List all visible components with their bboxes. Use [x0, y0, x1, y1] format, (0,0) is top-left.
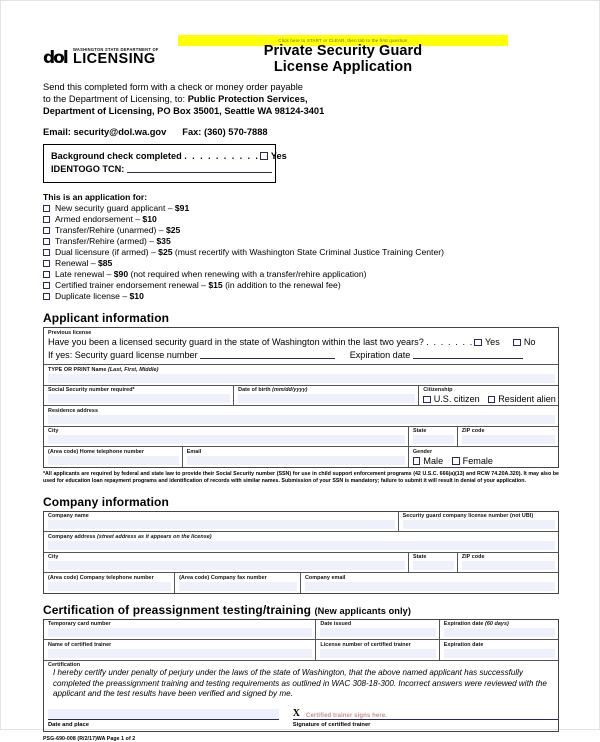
form-number-footer: PSG-690-008 (R/2/17)WA Page 1 of 2 [43, 735, 136, 742]
applicant-email-input[interactable] [187, 456, 405, 465]
company-email-input[interactable] [305, 582, 555, 591]
identogo-tcn-input[interactable] [127, 163, 272, 173]
applicant-name-input[interactable] [48, 374, 555, 383]
option-late-renewal-checkbox[interactable] [43, 271, 50, 278]
identogo-tcn-label: IDENTOGO TCN: [51, 163, 125, 174]
resident-alien-checkbox[interactable] [488, 396, 496, 404]
email-value: security@dol.wa.gov [73, 126, 167, 137]
citizenship-options [423, 393, 558, 404]
option-armed-endorsement-checkbox[interactable] [43, 216, 50, 223]
company-city-label: City [48, 554, 59, 561]
identogo-tcn-row [51, 163, 268, 176]
option-transfer-armed[interactable] [43, 236, 559, 247]
background-check-yes-label: Yes [270, 150, 287, 161]
company-phone-fax-email-row [44, 573, 558, 593]
city-input[interactable] [48, 435, 405, 444]
option-renewal[interactable] [43, 258, 559, 269]
company-address-label: Company address (street address as it appears on the license) [48, 533, 212, 540]
dol-logo-supertext: WASHINGTON STATE DEPARTMENT OF [73, 47, 159, 52]
form-sheet [43, 31, 559, 742]
instruction-line-2-plain: to the Department of Licensing, to: [43, 94, 188, 105]
temporary-card-label: Temporary card number [48, 621, 111, 628]
temp-expiration-input[interactable] [444, 628, 555, 637]
email-label: Email: [43, 126, 71, 137]
previous-license-row [44, 328, 558, 365]
ssn-input[interactable] [48, 394, 230, 403]
previous-license-no-checkbox[interactable] [513, 339, 521, 347]
trainer-expiration-label: Expiration date [443, 641, 484, 648]
option-dual-licensure[interactable] [43, 247, 559, 258]
residence-address-label: Residence address [48, 407, 98, 414]
date-and-place-input[interactable] [48, 709, 279, 719]
company-address-row [44, 532, 558, 553]
company-zip-label: ZIP code [461, 554, 485, 561]
dol-logo [43, 45, 168, 71]
instruction-line-3: Department of Licensing, PO Box 35001, Seattle WA 98124-3401 [43, 106, 325, 117]
option-renewal-checkbox[interactable] [43, 260, 50, 267]
residence-address-input[interactable] [48, 415, 555, 424]
company-phone-label: (Area code) Company telephone number [48, 574, 154, 581]
previous-license-expiration-input[interactable] [413, 349, 523, 359]
citizenship-label: Citizenship [423, 387, 453, 394]
option-dual-licensure-fee: $25 [158, 246, 173, 257]
city-label: City [48, 428, 59, 435]
ifyes-license-number-input[interactable] [200, 349, 335, 359]
company-license-number-label: Security guard company license number (not UBI) [402, 513, 534, 520]
preassignment-table [43, 619, 559, 732]
trainer-license-input[interactable] [320, 649, 435, 658]
signature-x-icon: X [292, 708, 301, 720]
gender-female-label: Female [462, 455, 493, 466]
temp-expiration-label: Expiration date (60 days) [443, 621, 509, 628]
option-transfer-unarmed-text: Transfer/Rehire (unarmed) – [55, 224, 166, 235]
page-title-line1: Private Security Guard [263, 43, 423, 59]
company-license-number-input[interactable] [403, 520, 555, 529]
form-header [43, 31, 559, 79]
application-for-options [43, 203, 559, 303]
company-city-input[interactable] [48, 561, 405, 570]
trainer-name-input[interactable] [48, 649, 312, 658]
trainer-expiration-input[interactable] [444, 649, 555, 658]
option-transfer-unarmed-checkbox[interactable] [43, 227, 50, 234]
gender-female-checkbox[interactable] [452, 457, 460, 465]
option-trainer-endorsement-renewal-text: Certified trainer endorsement renewal – [55, 280, 209, 291]
option-trainer-endorsement-renewal-note: (in addition to the renewal fee) [222, 280, 341, 291]
option-new-applicant-checkbox[interactable] [43, 205, 50, 212]
company-state-input[interactable] [413, 561, 454, 570]
instruction-line-1: Send this completed form with a check or money order payable [43, 82, 303, 92]
signature-label: Signature of certified trainer [292, 721, 371, 728]
instruction-line-2-bold: Public Protection Services, [187, 94, 308, 105]
company-name-input[interactable] [48, 520, 395, 529]
gender-male-checkbox[interactable] [413, 457, 421, 465]
company-name-label: Company name [48, 513, 89, 520]
us-citizen-checkbox[interactable] [423, 396, 431, 404]
dol-logo-wordmark: LICENSING [73, 51, 156, 67]
company-information-heading: Company information [43, 494, 169, 509]
company-name-row [44, 512, 558, 533]
option-new-applicant-text: New security guard applicant – [55, 202, 175, 213]
option-duplicate-license-text: Duplicate license – [55, 291, 130, 302]
option-late-renewal-text: Late renewal – [55, 269, 114, 280]
company-email-label: Company email [304, 574, 346, 581]
background-check-dots: . . . . . . . . . . [184, 150, 260, 161]
option-armed-endorsement-text: Armed endorsement – [55, 213, 143, 224]
certified-trainer-row [44, 640, 558, 661]
option-transfer-armed-checkbox[interactable] [43, 238, 50, 245]
dob-input[interactable] [238, 394, 415, 403]
company-fax-label: (Area code) Company fax number [179, 574, 267, 581]
applicant-information-heading: Applicant information [43, 311, 170, 326]
mailing-instructions [43, 81, 559, 118]
contact-line [43, 127, 559, 137]
company-fax-input[interactable] [179, 582, 297, 591]
previous-license-question: Have you been a licensed security guard in the state of Washington within the last two years? [48, 337, 424, 348]
applicant-name-row [44, 365, 558, 386]
applicant-information-table [43, 327, 559, 468]
date-issued-input[interactable] [320, 628, 435, 637]
option-duplicate-license-fee: $10 [129, 291, 144, 302]
option-transfer-armed-text: Transfer/Rehire (armed) – [55, 235, 157, 246]
company-information-table [43, 511, 559, 594]
option-trainer-endorsement-renewal-fee: $15 [208, 280, 223, 291]
option-duplicate-license-checkbox[interactable] [43, 293, 50, 300]
home-phone-label: (Area code) Home telephone number [48, 448, 145, 455]
zip-input[interactable] [462, 435, 555, 444]
signature-hint: Certified trainer signs here. [306, 713, 387, 720]
ifyes-license-number-label: If yes: Security guard license number [48, 350, 198, 361]
option-trainer-endorsement-renewal-checkbox[interactable] [43, 282, 50, 289]
option-dual-licensure-text: Dual licensure (if armed) – [55, 246, 159, 257]
option-late-renewal-fee: $90 [113, 269, 129, 280]
previous-license-label: Previous license [48, 330, 92, 337]
option-dual-licensure-checkbox[interactable] [43, 249, 50, 256]
previous-license-no-label: No [523, 337, 536, 348]
date-issued-label: Date issued [320, 621, 352, 628]
date-and-place-rule [48, 719, 279, 720]
background-check-box [43, 144, 287, 183]
signature-rule [293, 719, 558, 720]
dob-label: Date of birth (mm/dd/yyyy) [238, 387, 308, 394]
company-phone-input[interactable] [48, 582, 171, 591]
page-title-line2: License Application [273, 58, 413, 75]
gender-options [413, 455, 558, 466]
temporary-card-row [44, 620, 558, 641]
option-trainer-endorsement-renewal[interactable] [43, 280, 559, 291]
previous-license-details-row [48, 349, 554, 361]
option-armed-endorsement-fee: $10 [142, 213, 157, 224]
resident-alien-label: Resident alien [498, 394, 556, 405]
gender-label: Gender [412, 448, 433, 455]
option-dual-licensure-note: (must recertify with Washington State Criminal Justice Training Center) [172, 246, 444, 257]
certification-text: I hereby certify under penalty of perjury under the laws of the state of Washington, that the above named applicant has successfully completed the preassignment training and testing requirements as outlined in WAC 308-18-300. Incorrect answers were reviewed with the applicant and the test results have been verified and signed by me. [53, 668, 547, 699]
background-check-label: Background check completed [51, 150, 182, 161]
option-new-applicant[interactable] [43, 203, 559, 214]
fax-value: (360) 570-7888 [203, 126, 268, 137]
gender-male-label: Male [423, 455, 444, 466]
ssn-footnote: *All applicants are required by federal and state law to provide their Social Security number (SSN) for use in child support enforcement programs (42 U.S.C. 666(a)(13) and RCW 74.20A.320). It may also be used for education loan repayment programs and identification of records with similar names. Submission of your SSN is mandatory; failure to submit it will result in denial of your application. [43, 470, 559, 485]
city-state-zip-row [44, 427, 558, 448]
company-city-state-zip-row [44, 553, 558, 574]
option-late-renewal-note: (not required when renewing with a transfer/rehire application) [128, 269, 367, 280]
previous-license-expiration-label: Expiration date [349, 350, 411, 361]
preassignment-heading: Certification of preassignment testing/training (New applicants only) [43, 602, 412, 617]
fax-label: Fax: [182, 126, 202, 137]
trainer-name-label: Name of certified trainer [48, 641, 112, 648]
signature-line-row [48, 709, 558, 728]
state-label: State [412, 428, 427, 435]
state-input[interactable] [413, 435, 454, 444]
date-and-place-label: Date and place [48, 721, 89, 728]
previous-license-question-row [48, 336, 554, 348]
start-clear-banner[interactable]: Click here to START or CLEAR, then tab to the first question [178, 35, 508, 46]
option-transfer-armed-fee: $35 [156, 235, 171, 246]
option-transfer-unarmed-fee: $25 [165, 224, 181, 235]
us-citizen-label: U.S. citizen [433, 394, 480, 405]
option-late-renewal[interactable] [43, 269, 559, 280]
dol-logo-mark: dol [43, 48, 67, 68]
page-title [178, 44, 508, 75]
residence-address-row [44, 406, 558, 427]
applicant-name-label: TYPE OR PRINT Name (Last, First, Middle) [48, 366, 159, 373]
certification-row [44, 661, 558, 731]
ssn-label: Social Security number required* [48, 387, 135, 394]
applicant-email-label: Email [186, 448, 202, 455]
zip-label: ZIP code [461, 428, 485, 435]
company-state-label: State [412, 554, 427, 561]
previous-license-dots: . . . . . . . [426, 337, 474, 348]
previous-license-yes-checkbox[interactable] [474, 339, 482, 347]
ssn-dob-citizenship-row [44, 386, 558, 407]
certification-label: Certification [48, 662, 81, 669]
option-renewal-fee: $85 [98, 258, 113, 269]
company-address-input[interactable] [48, 541, 555, 550]
option-duplicate-license[interactable] [43, 291, 559, 302]
option-new-applicant-fee: $91 [174, 202, 190, 213]
company-zip-input[interactable] [462, 561, 555, 570]
previous-license-yes-label: Yes [484, 337, 500, 348]
option-armed-endorsement[interactable] [43, 214, 559, 225]
background-check-row [51, 150, 287, 163]
application-for-heading: This is an application for: [43, 191, 148, 202]
phone-email-gender-row [44, 447, 558, 467]
temporary-card-input[interactable] [48, 628, 312, 637]
trainer-license-label: License number of certified trainer [320, 641, 411, 648]
option-renewal-text: Renewal – [55, 258, 98, 269]
option-transfer-unarmed[interactable] [43, 225, 559, 236]
background-check-yes-checkbox[interactable] [260, 152, 268, 160]
home-phone-input[interactable] [48, 456, 179, 465]
